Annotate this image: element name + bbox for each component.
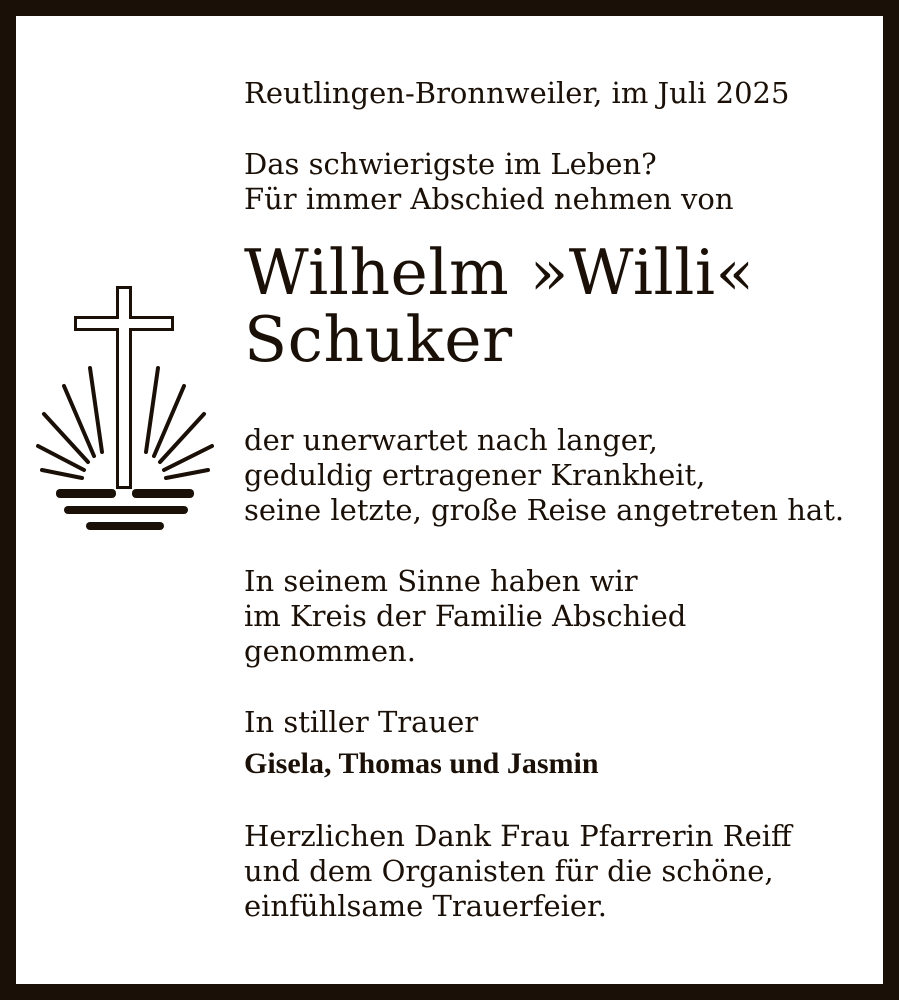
paragraph-2-line-1: In seinem Sinne haben wir <box>244 564 638 598</box>
mourners-names: Gisela, Thomas und Jasmin <box>244 747 599 780</box>
paragraph-1-line-2: geduldig ertragener Krankheit, <box>244 458 706 492</box>
thanks-line-2: und dem Organisten für die schöne, <box>244 854 774 888</box>
mourning-block <box>244 705 884 781</box>
deceased-name <box>244 236 884 376</box>
paragraph-2 <box>244 564 884 669</box>
intro <box>244 147 884 217</box>
paragraph-1-line-1: der unerwartet nach langer, <box>244 423 658 457</box>
thanks-line-1: Herzlichen Dank Frau Pfarrerin Reiff <box>244 819 792 853</box>
deceased-name-line-1: Wilhelm »Willi« <box>244 236 755 309</box>
cross-with-sunrise-icon <box>34 284 220 534</box>
intro-line-2: Für immer Abschied nehmen von <box>244 182 734 216</box>
place-date-text: Reutlingen-Bronnweiler, im Juli 2025 <box>244 76 790 110</box>
mourning-intro: In stiller Trauer <box>244 705 479 739</box>
thanks-line-3: einfühlsame Trauerfeier. <box>244 889 607 923</box>
thanks-block <box>244 819 884 924</box>
paragraph-1 <box>244 423 884 528</box>
deceased-name-line-2: Schuker <box>244 303 513 376</box>
paragraph-2-line-2: im Kreis der Familie Abschied <box>244 599 687 633</box>
obituary-text <box>244 76 884 924</box>
paragraph-2-line-3: genommen. <box>244 634 416 668</box>
intro-line-1: Das schwierigste im Leben? <box>244 147 657 181</box>
paragraph-1-line-3: seine letzte, große Reise angetreten hat. <box>244 493 845 527</box>
place-date <box>244 76 884 111</box>
